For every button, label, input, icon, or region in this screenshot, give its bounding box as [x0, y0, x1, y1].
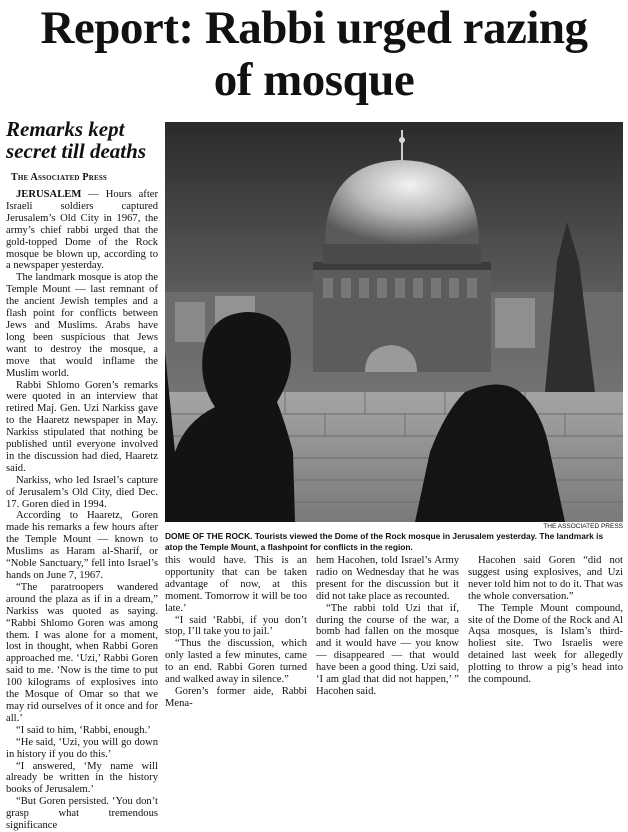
- paragraph: “I said to him, ‘Rabbi, enough.’: [16, 724, 151, 736]
- dateline: JERUSALEM: [16, 189, 82, 200]
- paragraph: this would have. This is an opportunity that can be taken advantage of now, at this moment. Tomorrow it will be too late.’: [165, 555, 307, 614]
- paragraph: “I said ‘Rabbi, if you don’t stop, I’ll take you to jail.’: [165, 614, 307, 638]
- paragraph: The Temple Mount compound, site of the Dome of the Rock and Al Aqsa mosques, is Islam’s third-holiest site. Two Israelis were detained last week for allegedly plotting to throw a pig’s head into the compound.: [468, 602, 623, 686]
- paragraph: Hacohen said Goren “did not suggest using explosives, and Uzi never told him not to do it. That was the whole conversation.”: [468, 555, 623, 602]
- headline-line-1: Report: Rabbi urged razing: [40, 2, 588, 54]
- paragraph: “He said, ‘Uzi, you will go down in history if you do this.’: [6, 736, 158, 760]
- paragraph: JERUSALEM — Hours after Israeli soldiers captured Jerusalem’s Old City in 1967, the army’s chief rabbi urged that the gold-topped Dome of the Rock mosque be blown up, according to a newspaper yesterday.: [6, 189, 158, 272]
- deck-line-1: Remarks kept: [6, 117, 125, 141]
- lead-column: [6, 118, 158, 832]
- paragraph: The landmark mosque is atop the Temple Mount — last remnant of the ancient Jewish temples and a flash point for conflicts between Jews and Muslims. Arabs have long been suspicious that Jews want to destroy the mosque, a move that would inflame the Muslim world.: [6, 272, 158, 379]
- headline: [0, 2, 628, 106]
- headline-line-2: of mosque: [213, 54, 415, 106]
- body-column-2: [165, 555, 307, 710]
- paragraph: Narkiss, who led Israel’s capture of Jerusalem’s Old City, died Dec. 17. Goren died in 1994.: [6, 474, 158, 510]
- lead-body: [6, 189, 158, 832]
- paragraph: “The paratroopers wandered around the plaza as if in a dream,” Narkiss was quoted as saying. “Rabbi Shlomo Goren was among them. I was alone for a moment, lost in thought, when Rabbi Goren approached me. ‘Uzi,’ Rabbi Goren said to me. ‘Now is the time to put 100 kilograms of explosives into the Mosque of Omar so that we may rid ourselves of it once and for all.’: [6, 581, 158, 724]
- photo-image: [165, 122, 623, 522]
- body-column-4: [468, 555, 623, 686]
- body-column-3: [316, 555, 459, 698]
- photo-credit: THE ASSOCIATED PRESS: [543, 523, 623, 530]
- deck-headline: [6, 118, 158, 162]
- byline: The Associated Press: [11, 172, 108, 183]
- deck-line-2: secret till deaths: [6, 139, 146, 163]
- paragraph: “The rabbi told Uzi that if, during the course of the war, a bomb had fallen on the mosque and it would have — you know — disappeared — that would have been a good thing. Uzi said, ‘I am glad that did not happen,’ ” Hacohen said.: [316, 602, 459, 697]
- paragraph: “Thus the discussion, which only lasted a few minutes, came to an end. Rabbi Goren turned and walked away in silence.”: [165, 638, 307, 686]
- dome-of-the-rock-photo: [165, 122, 623, 522]
- photo-caption: [165, 531, 623, 552]
- paragraph: hem Hacohen, told Israel’s Army radio on Wednesday that he was present for the discussion but it did not take place as recounted.: [316, 555, 459, 602]
- paragraph: Goren’s former aide, Rabbi Mena-: [165, 685, 307, 709]
- paragraph: “But Goren persisted. ‘You don’t grasp what tremendous significance: [6, 796, 158, 832]
- paragraph: “I answered, ‘My name will already be written in the history books of Jerusalem.’: [6, 760, 158, 796]
- caption-text: Tourists viewed the Dome of the Rock mosque in Jerusalem yesterday. The landmark is atop the Temple Mount, a flashpoint for conflicts in the region.: [165, 531, 604, 552]
- paragraph: Rabbi Shlomo Goren’s remarks were quoted in an interview that retired Maj. Gen. Uzi Narkiss gave to the Haaretz newspaper in May. Narkiss stipulated that nothing be published until everyone involved in the discussion had died, Haaretz said.: [6, 379, 158, 474]
- paragraph: According to Haaretz, Goren made his remarks a few hours after the Temple Mount — known to Muslims as Haram al-Sharif, or “Noble Sanctuary,” fell into Israel’s hands on June 7, 1967.: [6, 510, 158, 581]
- caption-lead: DOME OF THE ROCK.: [165, 531, 253, 541]
